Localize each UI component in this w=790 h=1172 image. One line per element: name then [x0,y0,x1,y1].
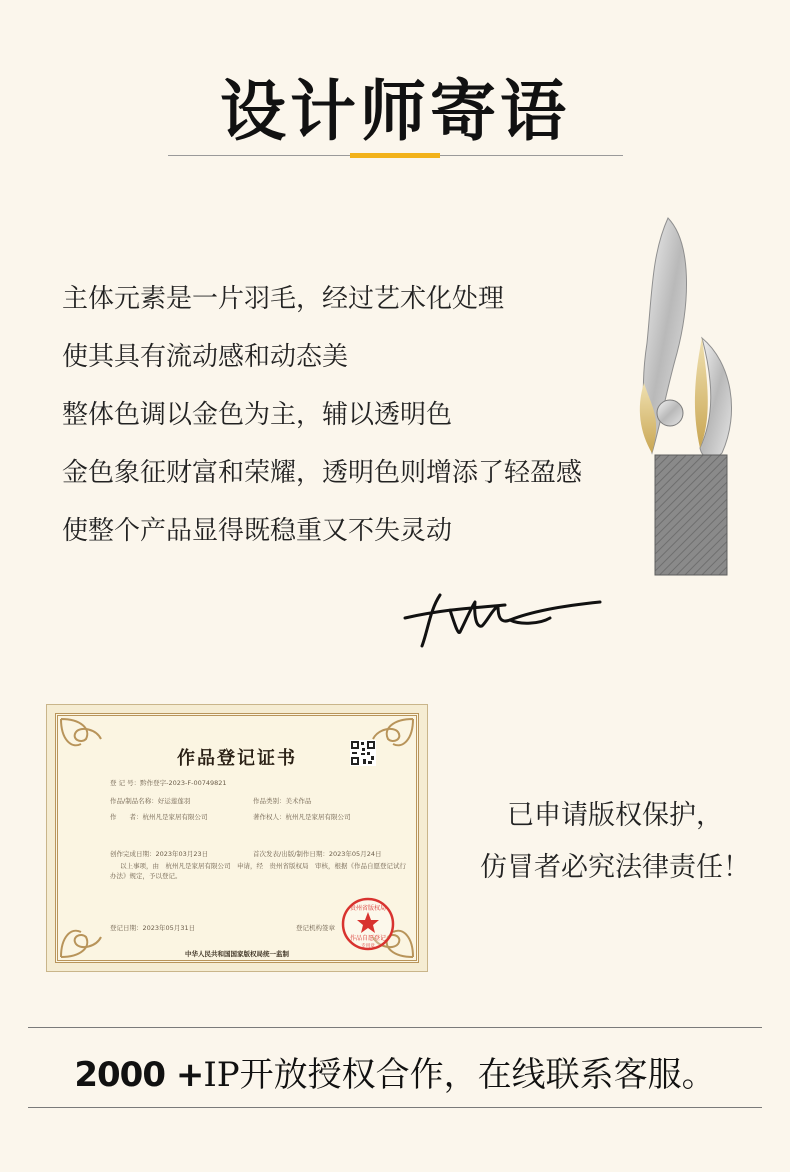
footer-banner [0,1047,790,1096]
footer-divider-bottom [28,1107,762,1108]
designer-message [62,270,582,560]
certificate-title: 作品登记证书 [177,748,297,769]
certificate-reg-number: 登 记 号：黔作登字-2023-F-00749821 [110,779,227,787]
certificate-reg-date: 登记日期：2023年05月31日 [110,924,196,932]
feather-trophy-image [622,213,742,578]
certificate-statement: 以上事项，由 杭州凡是家居有限公司 申请，经 贵州省版权局 审核，根据《作品自愿登记试行 [120,862,406,870]
page-title: 设计师寄语 [220,73,570,150]
message-line: 主体元素是一片羽毛，经过艺术化处理 [62,284,505,314]
copyright-notice-line: 仿冒者必究法律责任！ [480,852,750,883]
certificate-created-date: 创作完成日期：2023年03月23日 [110,850,209,858]
seal-text-small: 专用章 [361,944,375,949]
message-line: 使其具有流动感和动态美 [62,342,349,372]
certificate-author: 作 者：杭州凡是家居有限公司 [110,813,208,821]
certificate-footer: 中华人民共和国国家版权局统一监制 [185,950,289,958]
footer-text: IP开放授权合作，在线联系客服。 [203,1055,716,1095]
seal-text-top: 贵州省版权局 [349,905,387,912]
certificate-owner: 著作权人：杭州凡是家居有限公司 [253,813,351,821]
message-line: 使整个产品显得既稳重又不失灵动 [62,516,453,546]
title-accent-bar [350,153,440,158]
copyright-certificate [46,704,428,972]
certificate-published-date: 首次发表/出版/制作日期：2023年05月24日 [253,850,382,858]
copyright-notice-line: 已申请版权保护， [507,800,723,831]
designer-signature [400,580,605,650]
certificate-work-type: 作品类别：美术作品 [253,797,312,805]
official-seal [340,896,396,952]
seal-text-bottom: 作品自愿登记 [349,935,387,942]
footer-divider-top [28,1027,762,1028]
ip-count: 2000 + [74,1055,204,1095]
certificate-authority-label: 登记机构签章 [296,924,335,932]
certificate-work-name: 作品/制品名称：好运莲莲羽 [110,797,191,805]
message-line: 金色象征财富和荣耀，透明色则增添了轻盈感 [62,458,583,488]
qr-code-icon [350,740,376,766]
certificate-frame [55,713,419,963]
certificate-statement: 办法》规定，予以登记。 [110,872,182,880]
message-line: 整体色调以金色为主，辅以透明色 [62,400,453,430]
